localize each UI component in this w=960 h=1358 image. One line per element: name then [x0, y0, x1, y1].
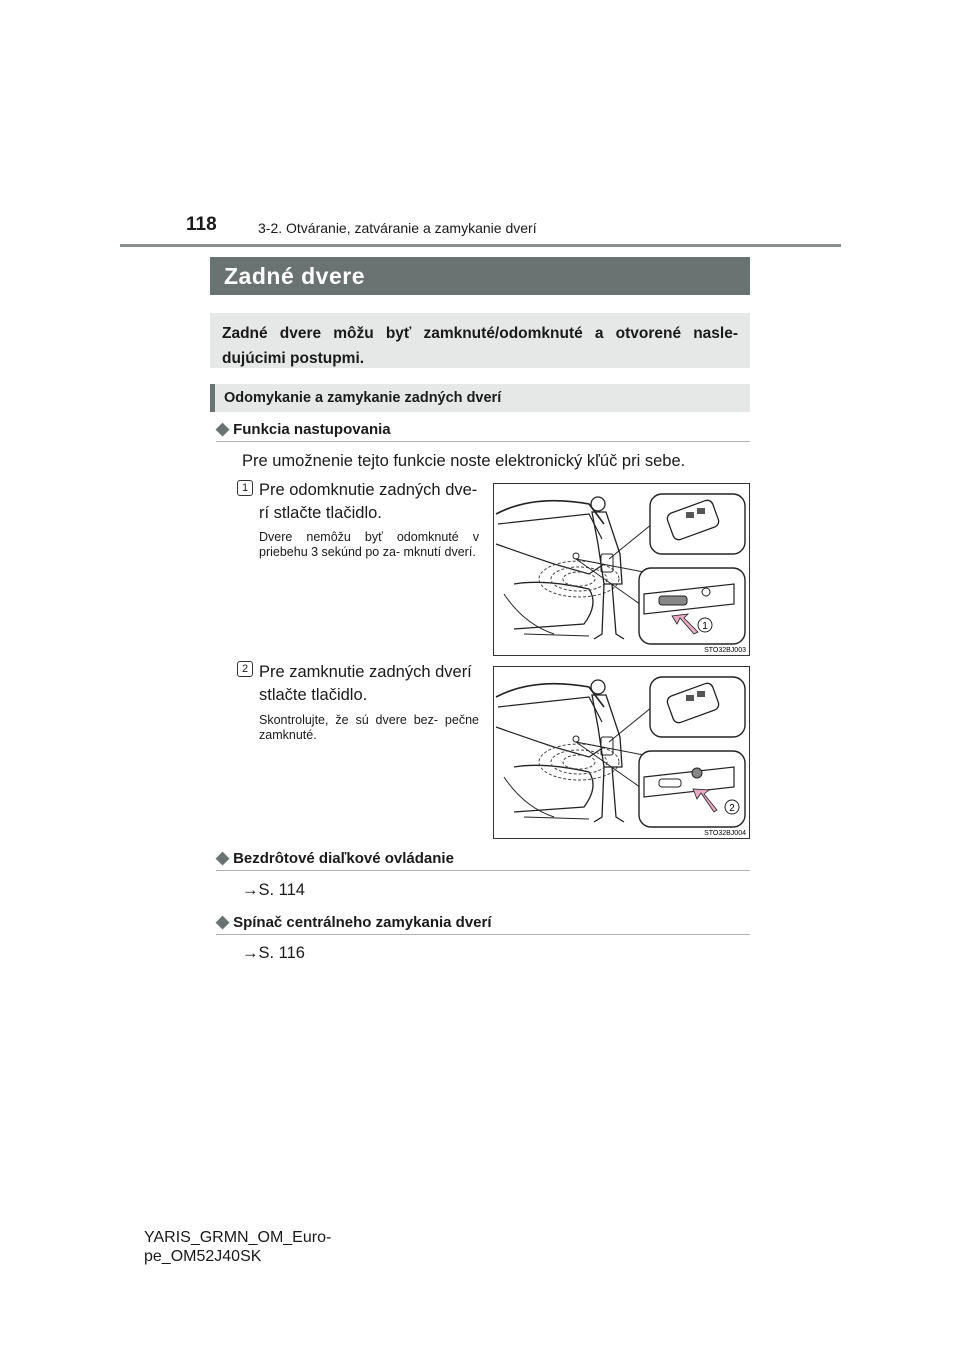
heading-underline — [216, 870, 750, 871]
step-note: Dvere nemôžu byť odomknuté v priebehu 3 sekúnd po za- mknutí dverí. — [259, 530, 479, 559]
entry-function-heading — [216, 419, 391, 439]
central-lock-reference — [242, 944, 305, 963]
step-note: Skontrolujte, že sú dvere bez- pečne zamknuté. — [259, 713, 479, 742]
step-number: 2 — [237, 661, 253, 677]
diamond-icon: ◆ — [216, 848, 230, 867]
wireless-reference — [242, 881, 305, 900]
entry-function-heading-text: Funkcia nastupovania — [233, 421, 391, 438]
section-title: Zadné dvere — [210, 257, 750, 295]
tailgate-unlock-illustration — [493, 483, 750, 656]
car-rear-unlock-drawing — [494, 484, 749, 655]
image-code: STO32BJ003 — [704, 647, 746, 654]
wireless-heading-text: Bezdrôtové diaľkové ovládanie — [233, 850, 454, 867]
car-rear-lock-drawing — [494, 667, 749, 838]
illustration-callout: 1 — [702, 621, 708, 632]
header-divider — [120, 244, 841, 247]
wireless-heading — [216, 848, 454, 868]
tailgate-lock-illustration — [493, 666, 750, 839]
central-lock-reference-link[interactable]: S. 116 — [258, 944, 305, 962]
heading-underline — [216, 934, 750, 935]
chapter-title: 3-2. Otváranie, zatváranie a zamykanie dverí — [258, 220, 537, 236]
image-code: STO32BJ004 — [704, 830, 746, 837]
central-lock-heading-text: Spínač centrálneho zamykania dverí — [233, 914, 492, 931]
footer-line: pe_OM52J40SK — [144, 1248, 262, 1265]
diamond-icon: ◆ — [216, 912, 230, 931]
entry-function-body: Pre umožnenie tejto funkcie noste elektronický kľúč pri sebe. — [242, 452, 686, 470]
intro-box: Zadné dvere môžu byť zamknuté/odomknuté a otvorené nasle- dujúcimi postupmi. — [210, 313, 750, 368]
footer-doc-id — [144, 1228, 331, 1266]
central-lock-heading — [216, 912, 492, 932]
footer-line: YARIS_GRMN_OM_Euro- — [144, 1229, 332, 1246]
step-text: Pre zamknutie zadných dverí stlačte tlačidlo. — [259, 663, 472, 704]
heading-underline — [216, 441, 750, 442]
page-number: 118 — [186, 214, 217, 235]
arrow-icon: → — [242, 944, 259, 962]
diamond-icon: ◆ — [216, 419, 230, 438]
step-text: Pre odomknutie zadných dve- rí stlačte tlačidlo. — [259, 481, 478, 522]
step-number: 1 — [237, 480, 253, 496]
illustration-callout: 2 — [729, 803, 735, 814]
subsection-heading: Odomykanie a zamykanie zadných dverí — [210, 384, 750, 412]
wireless-reference-link[interactable]: S. 114 — [258, 881, 305, 899]
arrow-icon: → — [242, 881, 259, 899]
